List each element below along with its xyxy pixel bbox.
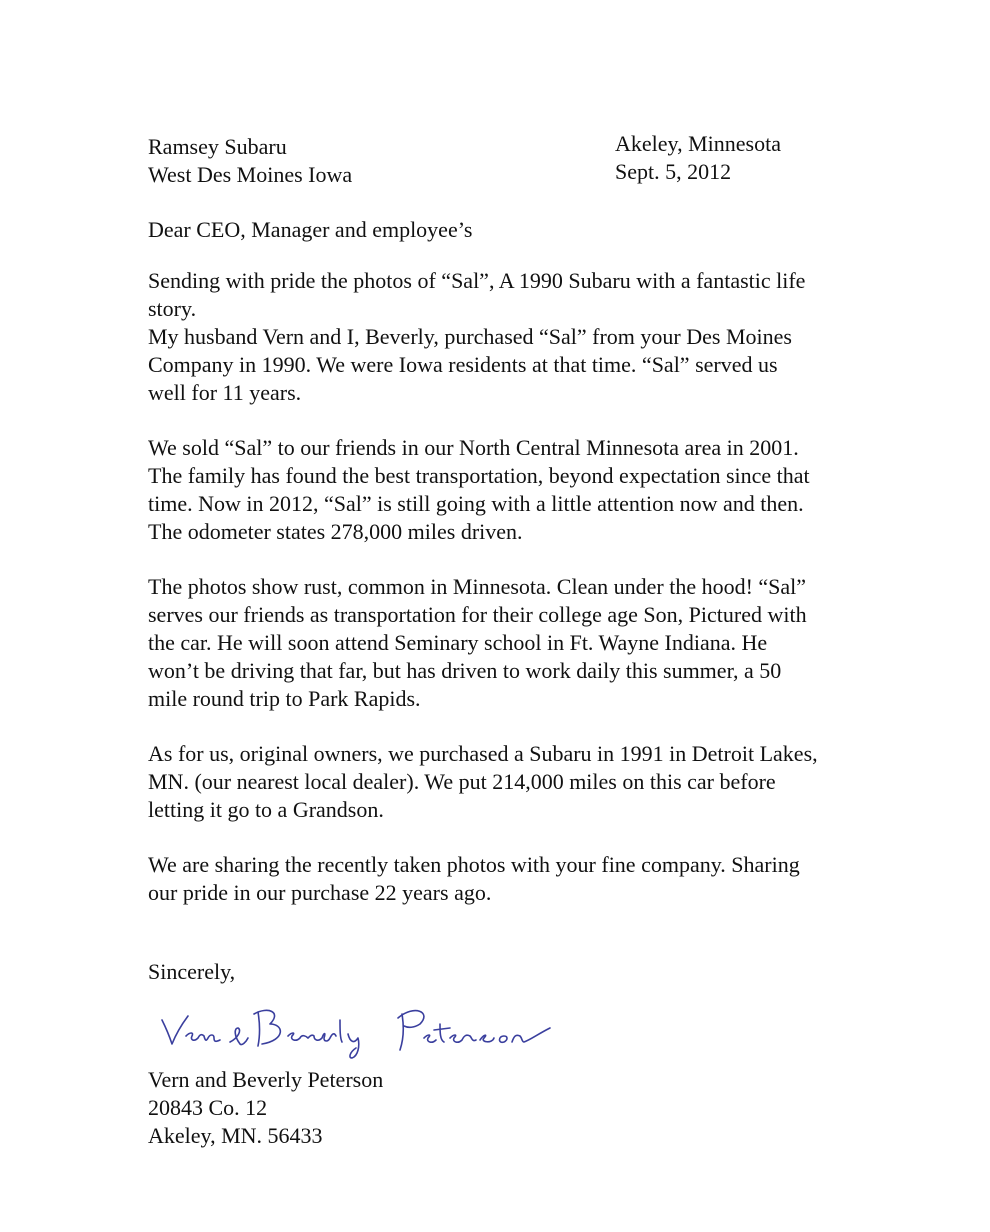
body-line: We are sharing the recently taken photos with your fine company. Sharing (148, 852, 800, 877)
body-line: The family has found the best transportation, beyond expectation since that (148, 463, 810, 488)
body-line: Company in 1990. We were Iowa residents at that time. “Sal” served us (148, 352, 778, 377)
body-line: our pride in our purchase 22 years ago. (148, 880, 492, 905)
handwritten-signature (158, 998, 558, 1060)
body-line: We sold “Sal” to our friends in our North Central Minnesota area in 2001. (148, 435, 799, 460)
body-line: The photos show rust, common in Minnesota. Clean under the hood! “Sal” (148, 574, 807, 599)
recipient-address (148, 133, 468, 189)
sender-location (615, 130, 875, 186)
paragraph (148, 267, 848, 407)
paragraph (148, 434, 848, 546)
recipient-name: Ramsey Subaru (148, 134, 287, 159)
body-line: The odometer states 278,000 miles driven. (148, 519, 523, 544)
letter-body (148, 267, 848, 934)
signer-city: Akeley, MN. 56433 (148, 1123, 323, 1148)
body-line: won’t be driving that far, but has driven to work daily this summer, a 50 (148, 658, 782, 683)
body-line: serves our friends as transportation for their college age Son, Pictured with (148, 602, 807, 627)
paragraph (148, 573, 848, 713)
recipient-city: West Des Moines Iowa (148, 162, 353, 187)
closing: Sincerely, (148, 959, 236, 984)
body-line: story. (148, 296, 197, 321)
signer-name: Vern and Beverly Peterson (148, 1067, 384, 1092)
signer-block (148, 1066, 548, 1150)
body-line: the car. He will soon attend Seminary school in Ft. Wayne Indiana. He (148, 630, 768, 655)
body-line: time. Now in 2012, “Sal” is still going with a little attention now and then. (148, 491, 804, 516)
signer-street: 20843 Co. 12 (148, 1095, 268, 1120)
paragraph (148, 851, 848, 907)
paragraph (148, 740, 848, 824)
body-line: mile round trip to Park Rapids. (148, 686, 421, 711)
body-line: well for 11 years. (148, 380, 302, 405)
letter-date: Sept. 5, 2012 (615, 159, 732, 184)
body-line: As for us, original owners, we purchased a Subaru in 1991 in Detroit Lakes, (148, 741, 818, 766)
body-line: MN. (our nearest local dealer). We put 214,000 miles on this car before (148, 769, 776, 794)
sender-place: Akeley, Minnesota (615, 131, 781, 156)
body-line: My husband Vern and I, Beverly, purchased “Sal” from your Des Moines (148, 324, 792, 349)
body-line: Sending with pride the photos of “Sal”, A 1990 Subaru with a fantastic life (148, 268, 806, 293)
body-line: letting it go to a Grandson. (148, 797, 384, 822)
greeting: Dear CEO, Manager and employee’s (148, 217, 473, 242)
signature-ink (158, 998, 558, 1060)
